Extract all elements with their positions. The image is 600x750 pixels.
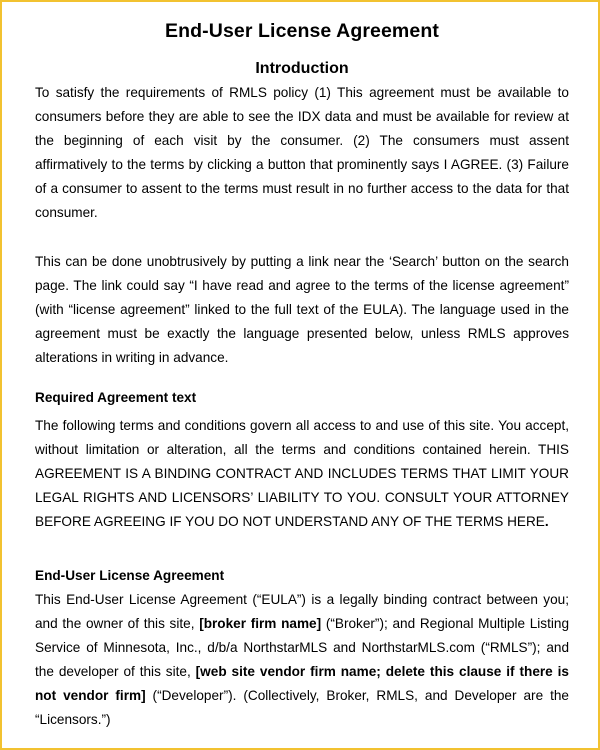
intro-paragraph-2: This can be done unobtrusively by putting a link near the ‘Search’ button on the search page. The link could say “I have read and agree to the terms of the license agreement” (with “license agreement” linked to the full text of the EULA). The language used in the agreement must be exactly the language presented below, unless RMLS approves alterations in writing in advance. [35,254,569,365]
required-agreement-heading: Required Agreement text [35,390,197,405]
eula-text-1: This End-User License Agreement (“EULA”) is a legally binding contract between you; and the owner of this site, [35,592,569,631]
introduction-heading: Introduction [255,60,349,77]
eula-text-3: (“Developer”). (Collectively, Broker, RMLS, and Developer are the “Licensors.”) [35,688,569,727]
broker-firm-placeholder: [broker firm name] [199,616,322,631]
required-agreement-end-period: . [544,514,549,529]
intro-paragraph-1: To satisfy the requirements of RMLS policy (1) This agreement must be available to consumers before they are able to see the IDX data and must be available for review at the beginning of each visit by the consumer. (2) The consumers must assent affirmatively to the terms by clicking a button that prominently says I AGREE. (3) Failure of a consumer to assent to the terms must result in no further access to the data for that consumer. [35,85,569,220]
required-agreement-paragraph [35,414,569,534]
document-title: End-User License Agreement [165,20,439,42]
eula-text-2: (“Broker”); and Regional Multiple Listing Service of Minnesota, Inc., d/b/a NorthstarMLS and NorthstarMLS.com (“RMLS”); and the developer of this site, [35,616,570,679]
eula-heading: End-User License Agreement [35,568,225,583]
required-agreement-text: The following terms and conditions govern all access to and use of this site. You accept, without limitation or alteration, all the terms and conditions contained herein. THIS AGREEMENT IS A BINDING CONTRACT AND INCLUDES TERMS THAT LIMIT YOUR LEGAL RIGHTS AND LICENSORS’ LIABILITY TO YOU. CONSULT YOUR ATTORNEY BEFORE AGREEING IF YOU DO NOT UNDERSTAND ANY OF THE TERMS HERE [35,418,569,529]
eula-paragraph [35,588,569,732]
vendor-firm-placeholder: [web site vendor firm name; delete this clause if there is not vendor firm] [35,664,569,703]
